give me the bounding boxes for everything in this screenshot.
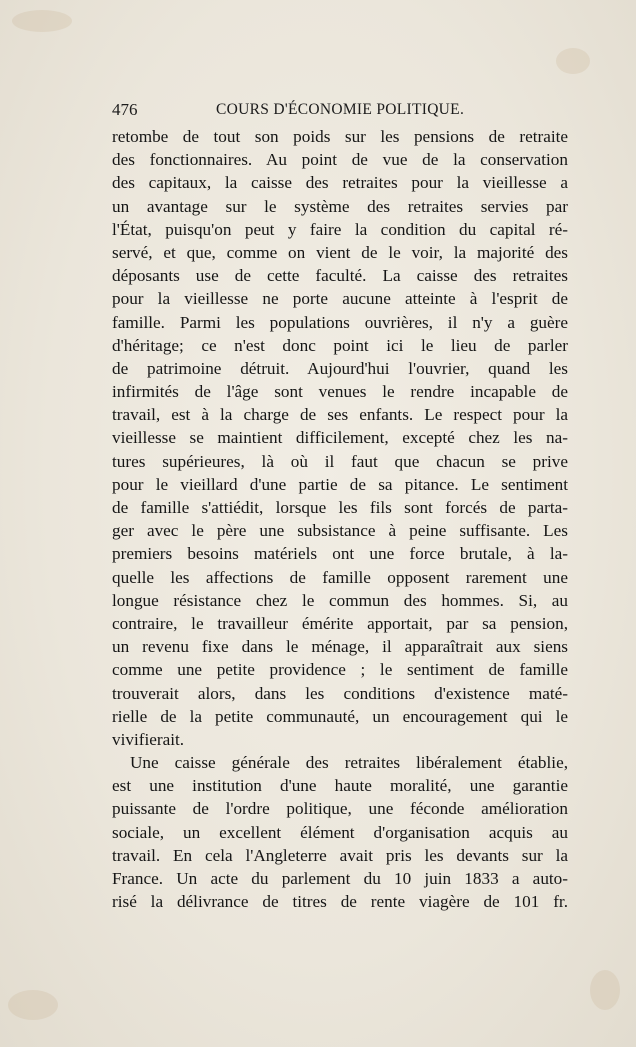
paper-stain: [556, 48, 590, 74]
text-line: trouverait alors, dans les conditions d'existence maté-: [112, 683, 568, 703]
text-line: un avantage sur le système des retraites servies par: [112, 196, 568, 216]
page-header: [112, 98, 568, 122]
text-line: des fonctionnaires. Au point de vue de la conservation: [112, 150, 568, 170]
text-line: vieillesse se maintient difficilement, excepté chez les na-: [112, 428, 568, 448]
text-line: sociale, un excellent élément d'organisation acquis au: [112, 822, 568, 842]
text-line: d'héritage; ce n'est donc point ici le lieu de parler: [112, 335, 568, 355]
text-line: travail, est à la charge de ses enfants. Le respect pour la: [112, 405, 568, 425]
paper-stain: [590, 970, 620, 1010]
paragraph-first-line: Une caisse générale des retraites libéralement établie,: [130, 753, 568, 773]
text-line: de famille s'attiédit, lorsque les fils sont forcés de parta-: [112, 498, 568, 517]
paragraph-last-line: vivifierait.: [112, 729, 185, 749]
text-line: l'État, puisqu'on peut y faire la condition du capital ré-: [112, 219, 568, 239]
text-line: tures supérieures, là où il faut que chacun se prive: [112, 451, 568, 471]
page-number: 476: [112, 100, 138, 119]
paper-stain: [8, 990, 58, 1020]
text-line: pour la vieillesse ne porte aucune atteinte à l'esprit de: [112, 289, 568, 309]
text-line: comme une petite providence ; le sentiment de famille: [112, 660, 568, 680]
text-line: servé, et que, comme on vient de le voir, la majorité des: [112, 242, 568, 262]
text-line: rielle de la petite communauté, un encouragement qui le: [112, 706, 568, 726]
text-line: premiers besoins matériels ont une force brutale, à la-: [112, 544, 568, 564]
text-line: quelle les affections de famille opposent rarement une: [112, 567, 568, 587]
body-text: [112, 125, 568, 913]
text-line: puissante de l'ordre politique, une féconde amélioration: [112, 799, 568, 819]
text-line: travail. En cela l'Angleterre avait pris les devants sur la: [112, 845, 568, 865]
text-line: infirmités de l'âge sont venues le rendre incapable de: [112, 382, 568, 402]
text-line: ger avec le père une subsistance à peine suffisante. Les: [112, 521, 568, 541]
text-line: pour le vieillard d'une partie de sa pitance. Le sentiment: [112, 474, 568, 494]
text-line: retombe de tout son poids sur les pensions de retraite: [112, 127, 568, 146]
text-line: un revenu fixe dans le ménage, il apparaîtrait aux siens: [112, 637, 568, 657]
text-line: longue résistance chez le commun des hommes. Si, au: [112, 590, 568, 610]
text-line: de patrimoine détruit. Aujourd'hui l'ouvrier, quand les: [112, 358, 568, 378]
text-line: est une institution d'une haute moralité, une garantie: [112, 776, 568, 796]
text-line: déposants use de cette faculté. La caisse des retraites: [112, 266, 568, 286]
text-line: risé la délivrance de titres de rente viagère de 101 fr.: [112, 892, 568, 912]
text-line: contraire, le travailleur émérite apportait, par sa pension,: [112, 613, 568, 633]
running-title: COURS D'ÉCONOMIE POLITIQUE.: [216, 101, 465, 118]
text-line: famille. Parmi les populations ouvrières, il n'y a guère: [112, 312, 568, 332]
paper-stain: [12, 10, 72, 32]
text-line: France. Un acte du parlement du 10 juin 1833 a auto-: [112, 869, 568, 888]
text-line: des capitaux, la caisse des retraites pour la vieillesse a: [112, 173, 568, 193]
